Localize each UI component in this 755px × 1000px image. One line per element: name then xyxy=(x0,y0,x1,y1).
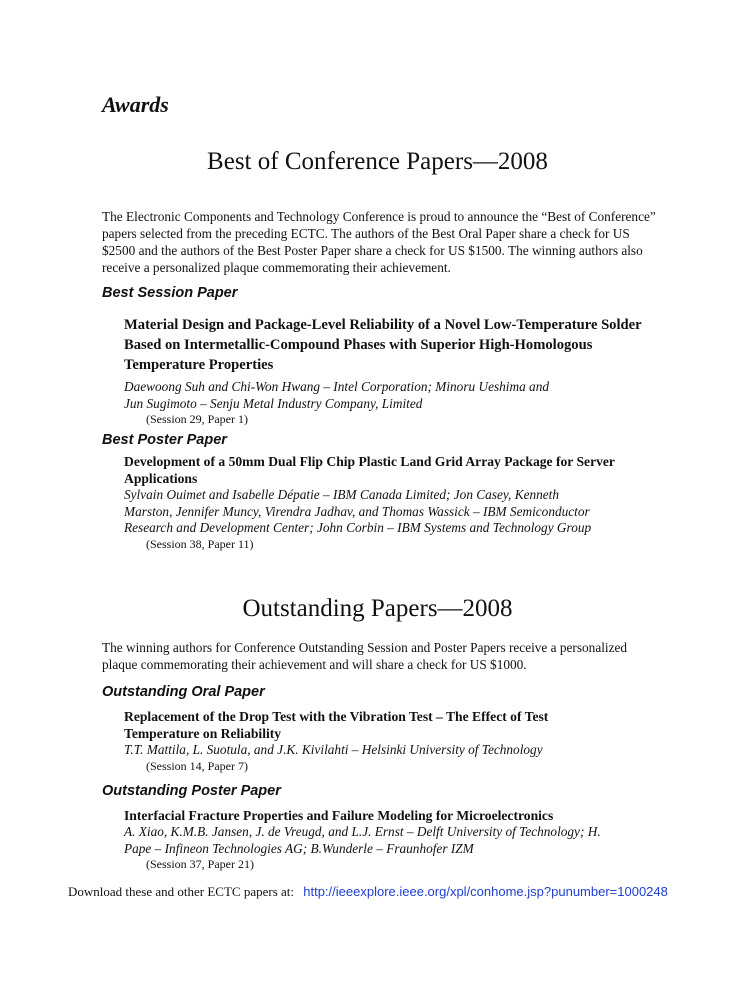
best-session-entry xyxy=(124,315,664,427)
paper-authors: A. Xiao, K.M.B. Jansen, J. de Vreugd, and L.J. Ernst – Delft University of Technology; H. Pape – Infineon Technologies AG; B.Wunderle – Fraunhofer IZM xyxy=(124,824,601,856)
paper-authors: T.T. Mattila, L. Suotula, and J.K. Kivilahti – Helsinki University of Technology xyxy=(124,742,543,757)
ieee-xplore-link[interactable]: http://ieeexplore.ieee.org/xpl/conhome.jsp?punumber=1000248 xyxy=(303,884,668,899)
paper-title: Replacement of the Drop Test with the Vibration Test – The Effect of Test Temperature on Reliability xyxy=(124,709,549,741)
section-label: Awards xyxy=(102,92,169,117)
outstanding-poster-category: Outstanding Poster Paper xyxy=(102,783,281,799)
paper-session: (Session 38, Paper 11) xyxy=(146,536,254,551)
outstanding-intro-paragraph: The winning authors for Conference Outstanding Session and Poster Papers receive a personalized plaque commemorating their achievement and will share a check for US $1000. xyxy=(102,640,628,672)
paper-authors: Daewoong Suh and Chi-Won Hwang – Intel Corporation; Minoru Ueshima and Jun Sugimoto – Senju Metal Industry Company, Limited xyxy=(124,379,550,411)
best-intro-paragraph: The Electronic Components and Technology Conference is proud to announce the “Best of Conference” papers selected from the preceding ECTC. The authors of the Best Oral Paper share a check for US $2500 and the authors of the Best Poster Paper share a check for US $1500. The winning authors also receive a personalized plaque commemorating their achievement. xyxy=(102,209,656,275)
paper-session: (Session 37, Paper 21) xyxy=(146,857,254,871)
best-poster-entry xyxy=(124,453,664,552)
outstanding-oral-entry xyxy=(124,708,664,774)
paper-session: (Session 29, Paper 1) xyxy=(146,412,248,426)
paper-title: Development of a 50mm Dual Flip Chip Plastic Land Grid Array Package for Server Applications xyxy=(124,454,615,486)
paper-authors: Sylvain Ouimet and Isabelle Dépatie – IBM Canada Limited; Jon Casey, Kenneth Marston, Jennifer Muncy, Virendra Jadhav, and Thomas Wassick – IBM Semiconductor Research and Development Center; John Corbin – IBM Systems and Technology Group xyxy=(124,487,592,535)
footer-text: Download these and other ECTC papers at: xyxy=(68,884,294,899)
paper-title: Interfacial Fracture Properties and Failure Modeling for Microelectronics xyxy=(124,808,554,823)
best-papers-heading: Best of Conference Papers—2008 xyxy=(207,148,548,175)
download-footer xyxy=(68,884,668,900)
paper-title: Material Design and Package-Level Reliability of a Novel Low-Temperature Solder Based on Intermetallic-Compound Phases with Superior High-Homologous Temperature Properties xyxy=(124,317,642,373)
paper-session: (Session 14, Paper 7) xyxy=(146,758,248,773)
outstanding-poster-entry xyxy=(124,807,664,872)
best-poster-category: Best Poster Paper xyxy=(102,432,227,448)
outstanding-oral-category: Outstanding Oral Paper xyxy=(102,684,265,700)
outstanding-papers-heading: Outstanding Papers—2008 xyxy=(242,595,513,622)
best-session-category: Best Session Paper xyxy=(102,285,238,301)
